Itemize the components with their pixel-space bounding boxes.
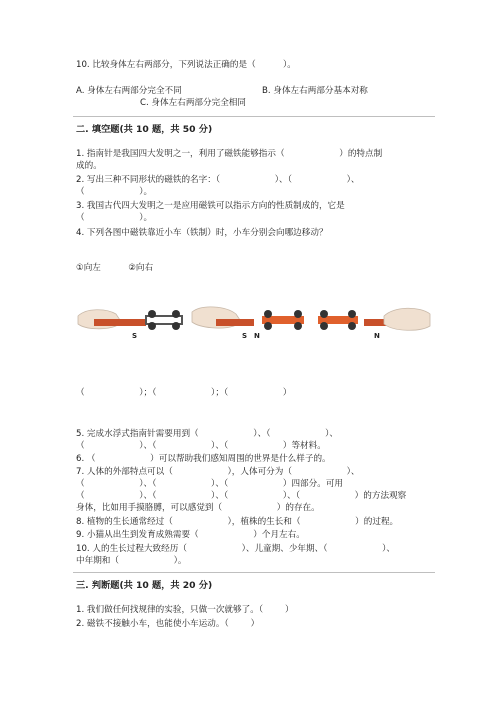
figure-panel-1 xyxy=(78,310,182,340)
magnet-pole-label: S xyxy=(132,332,138,340)
section-divider xyxy=(73,572,435,573)
fill-q8: 8. 植物的生长通常经过（ ），植株的生长和（ ）的过程。 xyxy=(76,517,399,527)
fill-q1-line1: 1. 指南针是我国四大发明之一，利用了磁铁能够指示（ ）的特点制 xyxy=(76,149,383,159)
fill-q2-line2: （ ）。 xyxy=(76,187,153,197)
fill-q7-line1: 7. 人体的外部特点可以（ ），人体可分为（ ）、 xyxy=(76,467,360,477)
fill-q5-line1: 5. 完成水浮式指南针需要用到（ ）、（ ）、 xyxy=(76,429,338,439)
fill-q1-line2: 成的。 xyxy=(76,161,102,171)
fill-q2-line1: 2. 写出三种不同形状的磁铁的名字：（ ）、（ ）、 xyxy=(76,175,360,185)
fill-q10-line2: 中年期和（ ）。 xyxy=(76,556,187,566)
fill-q4-stem: 4. 下列各图中磁铁靠近小车（铁制）时，小车分别会向哪边移动？ xyxy=(76,228,328,238)
q10-option-b: B. 身体左右两部分基本对称 xyxy=(262,86,368,96)
figure-panel-3 xyxy=(318,308,430,340)
judge-q2: 2. 磁铁不接触小车，也能使小车运动。（ ） xyxy=(76,619,260,629)
fill-q10-line1: 10. 人的生长过程大致经历（ ）、儿童期、少年期、（ ）、 xyxy=(76,544,396,554)
q10-option-c: C. 身体左右两部分完全相同 xyxy=(140,98,246,108)
magnet-pole-label: N xyxy=(374,332,380,340)
section-divider xyxy=(73,116,435,117)
fill-q5-line2: （ ）、（ ）、（ ）等材料。 xyxy=(76,441,326,451)
judge-q1: 1. 我们做任何找规律的实验，只做一次就够了。（ ） xyxy=(76,605,294,615)
toy-car-icon xyxy=(146,310,182,330)
fill-q3-line2: （ ）。 xyxy=(76,213,153,223)
figure-panel-2 xyxy=(192,307,304,340)
magnet-pole-label: N xyxy=(254,332,260,340)
fill-q3-line1: 3. 我国古代四大发明之一是应用磁铁可以指示方向的性质制成的，它是 xyxy=(76,201,345,211)
fill-q7-line4: 身体，比如用手摸胳膊，可以感觉到（ ）的存在。 xyxy=(76,503,320,513)
fill-q4-options: ①向左 ②向右 xyxy=(76,263,154,273)
fill-q4-answers: （ ）；（ ）；（ ） xyxy=(76,388,292,398)
toy-car-icon xyxy=(318,310,358,330)
toy-car-icon xyxy=(262,310,304,330)
magnet-pole-label: S xyxy=(242,332,248,340)
magnet-car-figure xyxy=(76,302,432,354)
hand-icon xyxy=(384,308,430,330)
q10-stem: 10. 比较身体左右两部分，下列说法正确的是（ ）。 xyxy=(76,60,296,70)
magnet-bar xyxy=(94,319,146,326)
judge-section-heading: 三. 判断题(共 10 题，共 20 分) xyxy=(76,580,213,591)
fill-q9: 9. 小猫从出生到发育成熟需要（ ）个月左右。 xyxy=(76,530,305,540)
fill-q6: 6. （ ）可以帮助我们感知周围的世界是什么样子的。 xyxy=(76,454,331,464)
fill-section-heading: 二. 填空题(共 10 题，共 50 分) xyxy=(76,124,213,135)
fill-q7-line3: （ ）、（ ）、（ ）、（ ）的方法观察 xyxy=(76,491,407,501)
magnet-bar xyxy=(216,319,254,326)
fill-q7-line2: （ ）、（ ）、（ ）四部分。可用 xyxy=(76,479,344,489)
q10-option-a: A. 身体左右两部分完全不同 xyxy=(76,86,182,96)
